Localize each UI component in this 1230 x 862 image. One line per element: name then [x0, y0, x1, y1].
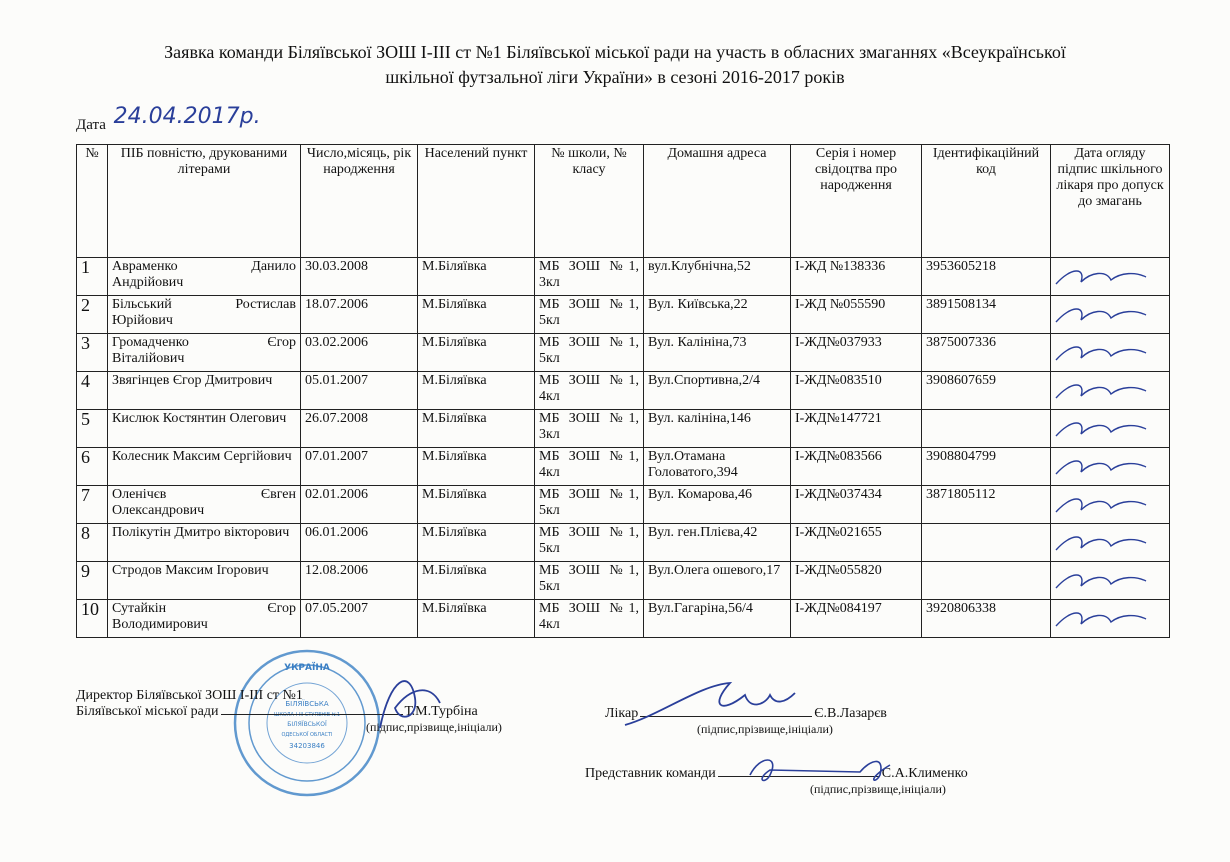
row-address: вул.Клубнічна,52 — [644, 258, 791, 296]
row-doctor-signature — [1051, 486, 1170, 524]
row-address: Вул. ген.Плієва,42 — [644, 524, 791, 562]
title-line-2: шкільної футзальної ліги України» в сезоні 2016-2017 років — [385, 67, 845, 87]
director-hint: (підпис,прізвище,ініціали) — [366, 720, 502, 734]
row-dob: 07.01.2007 — [301, 448, 418, 486]
row-school: МБ ЗОШ №1, 5кл — [535, 562, 644, 600]
director-line-1: Директор Біляївської ЗОШ І-ІІІ ст №1 — [76, 688, 303, 703]
director-org: Біляївської міської ради — [76, 704, 219, 719]
row-num: 10 — [77, 600, 108, 638]
row-code — [922, 410, 1051, 448]
row-name: Авраменко Данило Андрійович — [108, 258, 301, 296]
row-school: МБ ЗОШ №1, 4кл — [535, 600, 644, 638]
header-city: Населений пункт — [418, 145, 535, 258]
row-cert: І-ЖД№037933 — [791, 334, 922, 372]
director-name: Т.М.Турбіна — [404, 704, 478, 719]
row-dob: 26.07.2008 — [301, 410, 418, 448]
row-num: 9 — [77, 562, 108, 600]
table-row — [77, 448, 1170, 486]
row-school: МБ ЗОШ №1, 5кл — [535, 334, 644, 372]
row-city: М.Біляївка — [418, 372, 535, 410]
row-code — [922, 524, 1051, 562]
row-name: Громадченко Єгор Віталійович — [108, 334, 301, 372]
row-school: МБ ЗОШ №1, 4кл — [535, 448, 644, 486]
row-dob: 03.02.2006 — [301, 334, 418, 372]
row-num: 6 — [77, 448, 108, 486]
row-cert: І-ЖД№083566 — [791, 448, 922, 486]
table-row — [77, 410, 1170, 448]
row-address: Вул.Спортивна,2/4 — [644, 372, 791, 410]
title-line-1: Заявка команди Біляївської ЗОШ І-ІІІ ст №1 Біляївської міської ради на участь в обласних змаганнях «Всеукраїнської — [164, 42, 1066, 62]
row-num: 7 — [77, 486, 108, 524]
row-num: 8 — [77, 524, 108, 562]
row-address: Вул. калініна,146 — [644, 410, 791, 448]
row-doctor-signature — [1051, 372, 1170, 410]
table-row — [77, 486, 1170, 524]
row-cert: І-ЖД№083510 — [791, 372, 922, 410]
row-num: 3 — [77, 334, 108, 372]
table-row — [77, 524, 1170, 562]
row-city: М.Біляївка — [418, 600, 535, 638]
date-value-handwritten: 24.04.2017р. — [113, 104, 261, 129]
header-cert: Серія і номер свідоцтва про народження — [791, 145, 922, 258]
row-name: Полікутін Дмитро вікторович — [108, 524, 301, 562]
row-code: 3891508134 — [922, 296, 1051, 334]
row-school: МБ ЗОШ №1, 5кл — [535, 296, 644, 334]
row-name: Колесник Максим Сергійович — [108, 448, 301, 486]
roster-table — [76, 144, 1170, 638]
row-address: Вул.Отамана Головатого,394 — [644, 448, 791, 486]
row-num: 4 — [77, 372, 108, 410]
table-row — [77, 296, 1170, 334]
row-doctor-signature — [1051, 600, 1170, 638]
row-code: 3908804799 — [922, 448, 1051, 486]
row-address: Вул. Калініна,73 — [644, 334, 791, 372]
row-city: М.Біляївка — [418, 524, 535, 562]
row-num: 1 — [77, 258, 108, 296]
row-dob: 30.03.2008 — [301, 258, 418, 296]
svg-text:УКРАЇНА: УКРАЇНА — [284, 663, 330, 673]
document-title — [60, 40, 1170, 90]
row-code: 3871805112 — [922, 486, 1051, 524]
row-cert: І-ЖД№055820 — [791, 562, 922, 600]
row-school: МБ ЗОШ №1, 5кл — [535, 524, 644, 562]
row-dob: 06.01.2006 — [301, 524, 418, 562]
row-name: Сутайкін Єгор Володимирович — [108, 600, 301, 638]
svg-text:БІЛЯЇВСЬКОЇ: БІЛЯЇВСЬКОЇ — [287, 721, 327, 728]
svg-text:ОДЕСЬКОЇ ОБЛАСТІ: ОДЕСЬКОЇ ОБЛАСТІ — [281, 732, 333, 738]
doctor-hint: (підпис,прізвище,ініціали) — [697, 722, 833, 736]
row-cert: І-ЖД№021655 — [791, 524, 922, 562]
rep-hint: (підпис,прізвище,ініціали) — [810, 782, 946, 796]
row-address: Вул.Гагаріна,56/4 — [644, 600, 791, 638]
table-row — [77, 600, 1170, 638]
row-code: 3875007336 — [922, 334, 1051, 372]
row-name: Кислюк Костянтин Олегович — [108, 410, 301, 448]
table-header-row — [77, 145, 1170, 258]
row-doctor-signature — [1051, 296, 1170, 334]
header-address: Домашня адреса — [644, 145, 791, 258]
row-address: Вул.Олега ошевого,17 — [644, 562, 791, 600]
row-num: 2 — [77, 296, 108, 334]
row-code: 3920806338 — [922, 600, 1051, 638]
row-name: Звягінцев Єгор Дмитрович — [108, 372, 301, 410]
header-dob: Число,місяць, рік народження — [301, 145, 418, 258]
row-address: Вул. Комарова,46 — [644, 486, 791, 524]
row-city: М.Біляївка — [418, 448, 535, 486]
row-name: Оленічєв Євген Олександрович — [108, 486, 301, 524]
date-label: Дата — [76, 117, 106, 133]
row-doctor-signature — [1051, 524, 1170, 562]
row-dob: 12.08.2006 — [301, 562, 418, 600]
doctor-signature — [620, 675, 800, 735]
table-row — [77, 334, 1170, 372]
row-city: М.Біляївка — [418, 410, 535, 448]
row-school: МБ ЗОШ №1, 5кл — [535, 486, 644, 524]
svg-text:ШКОЛА І-ІІІ СТУПЕНІВ №1: ШКОЛА І-ІІІ СТУПЕНІВ №1 — [273, 712, 341, 718]
row-cert: І-ЖД №055590 — [791, 296, 922, 334]
rep-signature — [740, 750, 900, 790]
table-row — [77, 258, 1170, 296]
row-doctor-signature — [1051, 448, 1170, 486]
row-cert: І-ЖД№084197 — [791, 600, 922, 638]
row-school: МБ ЗОШ №1, 3кл — [535, 410, 644, 448]
row-cert: І-ЖД№037434 — [791, 486, 922, 524]
row-code: 3953605218 — [922, 258, 1051, 296]
doctor-name: Є.В.Лазарєв — [814, 706, 887, 721]
row-dob: 05.01.2007 — [301, 372, 418, 410]
row-doctor-signature — [1051, 562, 1170, 600]
row-city: М.Біляївка — [418, 486, 535, 524]
row-dob: 18.07.2006 — [301, 296, 418, 334]
row-school: МБ ЗОШ №1, 3кл — [535, 258, 644, 296]
row-city: М.Біляївка — [418, 258, 535, 296]
row-doctor-signature — [1051, 258, 1170, 296]
row-num: 5 — [77, 410, 108, 448]
row-code: 3908607659 — [922, 372, 1051, 410]
svg-text:34203846: 34203846 — [289, 742, 325, 750]
header-code: Ідентифікаційний код — [922, 145, 1051, 258]
roster-body — [77, 258, 1170, 638]
row-dob: 02.01.2006 — [301, 486, 418, 524]
rep-label: Представник команди — [585, 766, 716, 781]
header-doctor: Дата огляду підпис шкільного лікаря про допуск до змагань — [1051, 145, 1170, 258]
header-num: № — [77, 145, 108, 258]
date-row — [76, 104, 261, 135]
row-doctor-signature — [1051, 410, 1170, 448]
row-cert: І-ЖД №138336 — [791, 258, 922, 296]
row-school: МБ ЗОШ №1, 4кл — [535, 372, 644, 410]
row-cert: І-ЖД№147721 — [791, 410, 922, 448]
row-code — [922, 562, 1051, 600]
table-row — [77, 372, 1170, 410]
rep-name: С.А.Клименко — [881, 766, 968, 781]
row-name: Стродов Максим Ігорович — [108, 562, 301, 600]
row-city: М.Біляївка — [418, 296, 535, 334]
header-school: № школи, № класу — [535, 145, 644, 258]
row-city: М.Біляївка — [418, 334, 535, 372]
doctor-label: Лікар — [605, 706, 639, 721]
header-name: ПІБ повністю, друкованими літерами — [108, 145, 301, 258]
row-doctor-signature — [1051, 334, 1170, 372]
row-dob: 07.05.2007 — [301, 600, 418, 638]
row-city: М.Біляївка — [418, 562, 535, 600]
svg-text:БІЛЯЇВСЬКА: БІЛЯЇВСЬКА — [285, 700, 329, 708]
table-row — [77, 562, 1170, 600]
row-address: Вул. Київська,22 — [644, 296, 791, 334]
row-name: Більський Ростислав Юрійович — [108, 296, 301, 334]
director-signature — [370, 668, 450, 738]
